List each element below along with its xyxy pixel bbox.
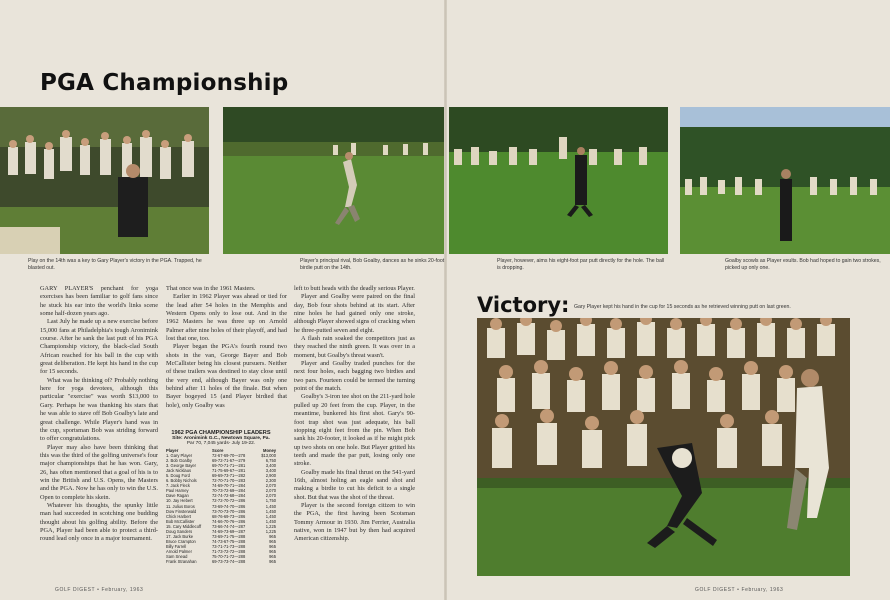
leaderboard-money: 965 [269,538,276,544]
leaderboard-player: 7. Jack Fleck [166,483,190,489]
article-paragraph: left to butt heads with the deadly serious Player. [294,285,415,292]
leaderboard-money: 1,750 [265,498,276,504]
leaderboard-title: 1962 PGA CHAMPIONSHIP LEADERS [171,430,271,436]
article-paragraph: Whatever his thoughts, the spunky little man had succeeded in scotching one budding thought about his golfing ability. Before the PGA, Player had been able to protect a third-round lead only once in a major tournament. [40,501,158,543]
leaderboard-money: 965 [269,553,276,559]
leaderboard-score: 69-73-73-74—288 [212,559,246,565]
leaderboard-money: 965 [269,533,276,539]
victory-caption: Gary Player kept his hand in the cup for 15 seconds as he retrieved winning putt on last green. [574,304,791,310]
leaderboard-score: 75-70-71-72—288 [212,553,246,559]
header-money: Money [263,448,276,453]
leaderboard-player: Dave Ragan [166,493,189,499]
leaderboard-player: Jack Nicklaus [166,468,192,474]
leaderboard-money: 965 [269,548,276,554]
leaderboard-money: 2,300 [265,478,276,484]
page-gutter [444,0,447,600]
leaderboard-money: $13,000 [261,453,276,459]
leaderboard-score: 73-66-74-74—287 [212,523,246,529]
leaderboard-player: 6. Bobby Nichols [166,478,197,484]
leaderboard-player: Bob McCallister [166,518,195,524]
article-paragraph: GARY PLAYER'S penchant for yoga exercises has been familiar to golf fans since he stuck his ear into the world's links scene some half-dozen years ago. [40,285,158,318]
leaderboard-site: Site: Aronimink G.C., Newtown Square, Pa. [172,436,270,441]
photo-player-putt [449,107,668,254]
footer-left: GOLF DIGEST • February, 1963 [55,587,144,593]
article-paragraph: Player began the PGA's fourth round two shots in the van, George Bayer and Bob McCallister being his closest pursuers. Neither of these trailers was destined to stay close until the very end, although Bayer was only one behind after 11 holes of the finale. But when Bayer bogeyed 15 (and Player birdied that hole), only Goalby was [166,343,287,409]
photo-crowd-bunker [0,107,209,254]
article-column-3 [294,285,415,544]
leaderboard-score: 69-69-73-71—282 [212,473,246,479]
leaderboard-player: 3. George Bayer [166,463,197,469]
leaderboard-player: 11. Julius Boros [166,503,195,509]
leaderboard-score: 72-72-70-72—286 [212,498,246,504]
article-paragraph: Player and Goalby were paired on the final day, Bob four shots behind at its start. After nine holes he had gained only one stroke, although Player showed signs of cracking when he three-putted seven and eight. [294,293,415,334]
article-column-1 [40,285,158,544]
leaderboard-player: Paul Harney [166,488,189,494]
leaderboard-money: 3,400 [265,463,276,469]
leaderboard-score: 73-69-71-75—288 [212,533,246,539]
leaderboard-money: 1,450 [265,518,276,524]
article-paragraph: That once was in the 1961 Masters. [166,285,256,292]
footer-right: GOLF DIGEST • February, 1963 [695,587,784,593]
leaderboard-money: 2,070 [265,493,276,499]
header-player: Player [166,448,179,453]
leaderboard-score: 74-73-67-75—288 [212,538,246,544]
leaderboard-player: Doug Sanders [166,528,193,534]
header-score: Score [212,448,224,453]
photo-caption-2: Player's principal rival, Bob Goalby, dances as he sinks 20-foot birdie putt on the 14th. [300,258,445,271]
article-paragraph: Goalby made his final thrust on the 541-yard 16th, almost holing an eagle sand shot and making a birdie to cut his deficit to a single shot. But that was the shot of the threat. [294,468,415,501]
leaderboard-money: 1,450 [265,508,276,514]
article-paragraph: Player may also have been thinking that this was the third of the golfing universe's four major championships that he has won. Gary, 26, has often mentioned that a goal of his is to win the British and U.S. Opens, the Masters and the PGA. Now he has only to win the U.S. Open to complete his skein. [40,443,158,501]
leaderboard-score: 69-70-71-71—281 [212,463,246,469]
photo-victory [477,318,850,576]
photo-caption-4: Goalby scowls as Player exults. Bob had hoped to gain two strokes, picked up only one. [725,258,881,271]
leaderboard-score: 74-66-70-76—286 [212,518,246,524]
article-paragraph: A flash rain soaked the competitors just as they reached the ninth green. It was over in a moment, but Goalby's threat wasn't. [294,335,415,359]
leaderboard-player: 5. Doug Ford [166,473,190,479]
leaderboard-money: 965 [269,543,276,549]
leaderboard-score: 72-74-72-68—284 [212,493,246,499]
leaderboard-player: Bruce Crampton [166,538,196,544]
leaderboard-score: 69-72-71-67—279 [212,458,246,464]
article-paragraph: Player and Goalby traded punches for the next four holes, each bagging two birdies and two pars. Fourteen could be termed the turning point of the match. [294,360,415,393]
leaderboard-money: 2,070 [265,483,276,489]
leaderboard-player: Chick Harbert [166,513,192,519]
photo-caption-3: Player, however, aims his eight-foot par putt directly for the hole. The ball is dropping. [497,258,665,271]
leaderboard-player: Billy Farrell [166,543,187,549]
photo-goalby-scowl [680,107,890,254]
leaderboard-money: 1,225 [265,528,276,534]
article-paragraph: Last July he made up a new exercise before 15,000 fans at Philadelphia's tough Aronimink course. After he sank the last putt of his PGA Championship victory, the black-clad South African reached for his ball in the cup with great deliberation. He kept his hand in the cup for 15 seconds. [40,318,158,376]
leaderboard-player: 15. Cary Middlecoff [166,523,202,529]
leaderboard-score: 74-69-73-69—287 [212,528,246,534]
leaderboard-player: 17. Jack Burke [166,533,194,539]
leaderboard-player: Frank Stranahan [166,559,197,565]
article-paragraph: What was he thinking of? Probably nothing here for yoga devotees, although this particular "exercise" was worth $13,000 to Gary. Perhaps he was thanking his stars that he was able to stave off Bob Goalby's late and great challenge. While Player's hand was in the cup, sportsman Bob was striding forward to offer congratulations. [40,376,158,443]
leaderboard-player: 1. Gary Player [166,453,193,459]
leaderboard-par: Par 70, 7,045 yards- July 19-22. [186,441,256,446]
leaderboard-money: 6,750 [265,458,276,464]
leaderboard-row [166,559,276,564]
leaderboard-score: 71-75-69-67—281 [212,468,246,474]
leaderboard-money: 3,400 [265,468,276,474]
photo-caption-1: Play on the 14th was a key to Gary Player's victory in the PGA. Trapped, he blasted out. [28,258,202,271]
leaderboard-player: 10. Jay Hebert [166,498,193,504]
victory-heading: Victory: [477,293,570,317]
leaderboard-score: 73-69-74-70—286 [212,503,246,509]
leaderboard-rows [166,453,276,564]
leaderboard-money: 2,070 [265,488,276,494]
leaderboard-money: 1,225 [265,523,276,529]
leaderboard-score: 74-69-70-71—284 [212,483,246,489]
leaderboard-money: 965 [269,559,276,565]
leaderboard-table [166,430,276,564]
leaderboard-score: 70-73-72-69—284 [212,488,246,494]
leaderboard-player: Dow Finsterwald [166,508,197,514]
leaderboard-player: 2. Bob Goalby [166,458,192,464]
leaderboard-player: Sam Snead [166,553,188,559]
leaderboard-score: 72-70-71-70—283 [212,478,246,484]
page-title: PGA Championship [40,70,289,96]
leaderboard-player: Arnold Palmer [166,548,192,554]
photo-goalby-dance [223,107,444,254]
leaderboard-money: 2,900 [265,473,276,479]
article-paragraph: Player is the second foreign citizen to win the PGA, the first having been Scotsman Tommy Armour in 1930. Jim Ferrier, Australia native, won in 1947 but by then had acquired American citizenship. [294,501,415,543]
leaderboard-money: 1,450 [265,513,276,519]
leaderboard-score: 68-76-69-73—286 [212,513,246,519]
article-paragraph: Earlier in 1962 Player was ahead or tied for the lead after 54 holes in the Memphis and Western Opens only to lose out. And in the 1962 Masters he was three up on Arnold Palmer after nine holes of their playoff, and had lost that one, too. [166,293,287,343]
leaderboard-money: 1,450 [265,503,276,509]
leaderboard-score: 72-67-69-70—278 [212,453,246,459]
article-paragraph: Goalby's 3-iron tee shot on the 211-yard hole pulled up 20 feet from the cup. Player, in the meantime, bunkered his first shot. Gary's 90-foot trap shot was just adequate, his ball stopping eight feet from the pin. When Bob sank his 20-footer, it looked as if he might pick up two shots on one hole. But Player gritted his teeth and made the par putt, losing only one stroke. [294,393,415,468]
leaderboard-score: 71-73-72-72—288 [212,548,246,554]
leaderboard-score: 73-71-71-73—288 [212,543,246,549]
leaderboard-score: 73-70-73-70—286 [212,508,246,514]
article-column-2 [166,285,287,410]
